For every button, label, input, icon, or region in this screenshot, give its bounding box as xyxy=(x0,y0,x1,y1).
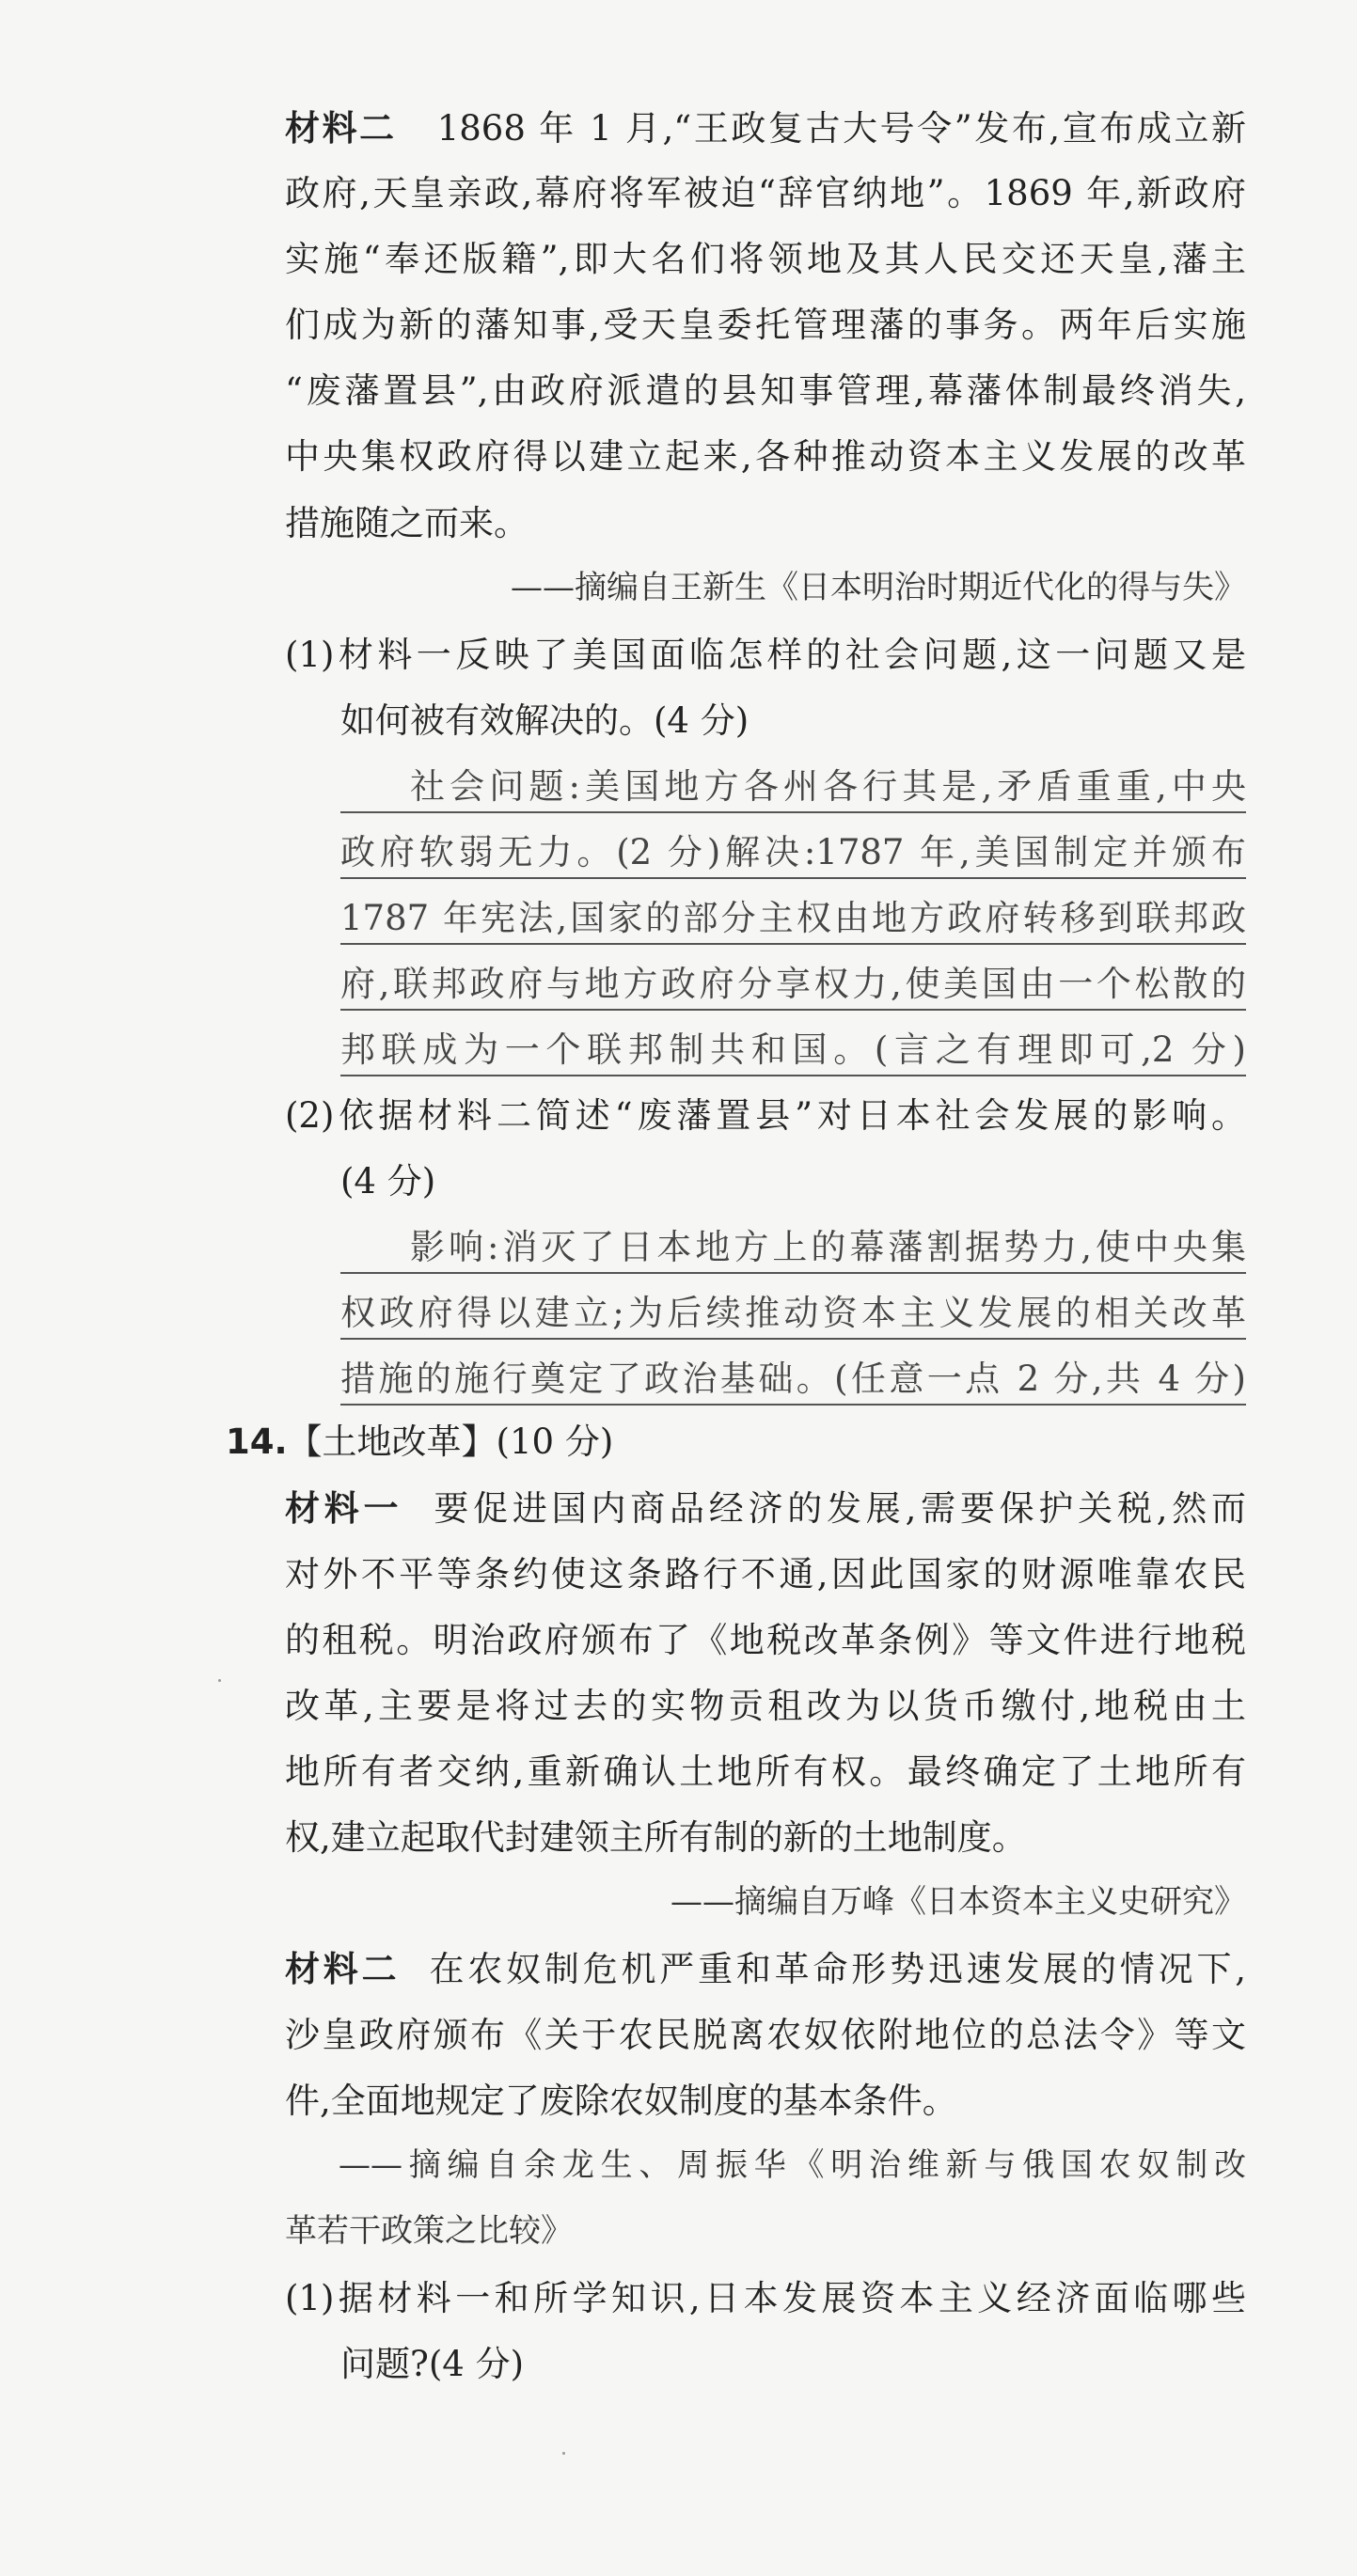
q14-material-one-line-3: 的租税。明治政府颁布了《地税改革条例》等文件进行地税 xyxy=(285,1620,1246,1660)
scan-speck xyxy=(218,1679,221,1682)
question-2-line-1: (2)依据材料二简述“废藩置县”对日本社会发展的影响。 xyxy=(285,1095,1246,1136)
material-two-line-4: 们成为新的藩知事,受天皇委托管理藩的事务。两年后实施 xyxy=(285,305,1246,345)
q14-material-two-line-1 xyxy=(285,1949,1246,1989)
material-two-line-5: “废藩置县”,由政府派遣的县知事管理,幕藩体制最终消失, xyxy=(285,370,1246,411)
q14-material-one-line-2: 对外不平等条约使这条路行不通,因此国家的财源唯靠农民 xyxy=(285,1554,1246,1594)
material-two-line-2: 政府,天皇亲政,幕府将军被迫“辞官纳地”。1869 年,新政府 xyxy=(285,173,1246,213)
q14-question-1-line-2: 问题?(4 分) xyxy=(340,2344,525,2384)
material-label: 材料二 xyxy=(285,1949,401,1989)
scan-speck xyxy=(562,2452,565,2455)
question-number: 14. xyxy=(226,1422,288,1462)
q14-material-one-line-6: 权,建立起取代封建领主所有制的新的土地制度。 xyxy=(285,1817,1027,1858)
answer-1-line-5: 邦联成为一个联邦制共和国。(言之有理即可,2 分) xyxy=(340,1032,1246,1076)
question-title: 【土地改革】(10 分) xyxy=(287,1422,614,1462)
q14-material-two-line-2: 沙皇政府颁布《关于农民脱离农奴依附地位的总法令》等文 xyxy=(285,2015,1246,2055)
answer-2-line-2: 权政府得以建立;为后续推动资本主义发展的相关改革 xyxy=(340,1296,1246,1340)
question-14-header xyxy=(226,1422,1246,1462)
question-1-line-1: (1)材料一反映了美国面临怎样的社会问题,这一问题又是 xyxy=(285,635,1246,675)
q14-material-two-source-line-1: ——摘编自余龙生、周振华《明治维新与俄国农奴制改 xyxy=(339,2146,1246,2184)
question-1-line-2: 如何被有效解决的。(4 分) xyxy=(340,700,750,741)
q14-material-one-line-1 xyxy=(285,1488,1246,1529)
q14-material-one-line-4: 改革,主要是将过去的实物贡租改为以货币缴付,地税由土 xyxy=(285,1686,1246,1726)
q14-material-one-line-5: 地所有者交纳,重新确认土地所有权。最终确定了土地所有 xyxy=(285,1751,1246,1792)
answer-2-line-1: 影响:消灭了日本地方上的幕藩割据势力,使中央集 xyxy=(340,1230,1246,1274)
material-two-line-6: 中央集权政府得以建立起来,各种推动资本主义发展的改革 xyxy=(285,436,1246,477)
answer-1-line-4: 府,联邦政府与地方政府分享权力,使美国由一个松散的 xyxy=(340,966,1246,1011)
material-label: 材料一 xyxy=(285,1488,403,1529)
material-text: 要促进国内商品经济的发展,需要保护关税,然而 xyxy=(434,1488,1246,1529)
answer-2-line-3: 措施的施行奠定了政治基础。(任意一点 2 分,共 4 分) xyxy=(340,1361,1246,1406)
answer-1-line-3: 1787 年宪法,国家的部分主权由地方政府转移到联邦政 xyxy=(340,901,1246,945)
material-two-source: ——摘编自王新生《日本明治时期近代化的得与失》 xyxy=(511,569,1246,606)
question-2-line-2: (4 分) xyxy=(340,1161,436,1202)
answer-1-line-2: 政府软弱无力。(2 分)解决:1787 年,美国制定并颁布 xyxy=(340,835,1246,879)
q14-material-two-line-3: 件,全面地规定了废除农奴制度的基本条件。 xyxy=(285,2081,957,2121)
material-text: 1868 年 1 月,“王政复古大号令”发布,宣布成立新 xyxy=(436,108,1247,149)
material-label: 材料二 xyxy=(285,108,397,149)
material-two-line-3: 实施“奉还版籍”,即大名们将领地及其人民交还天皇,藩主 xyxy=(285,239,1246,279)
q14-material-one-source: ——摘编自万峰《日本资本主义史研究》 xyxy=(671,1883,1246,1921)
material-two-line-1 xyxy=(285,108,1247,149)
answer-1-line-1: 社会问题:美国地方各州各行其是,矛盾重重,中央 xyxy=(340,769,1246,813)
material-two-line-7: 措施随之而来。 xyxy=(285,503,529,543)
q14-question-1-line-1: (1)据材料一和所学知识,日本发展资本主义经济面临哪些 xyxy=(285,2278,1246,2318)
material-text: 在农奴制危机严重和革命形势迅速发展的情况下, xyxy=(429,1949,1246,1989)
q14-material-two-source-line-2: 革若干政策之比较》 xyxy=(285,2212,573,2250)
